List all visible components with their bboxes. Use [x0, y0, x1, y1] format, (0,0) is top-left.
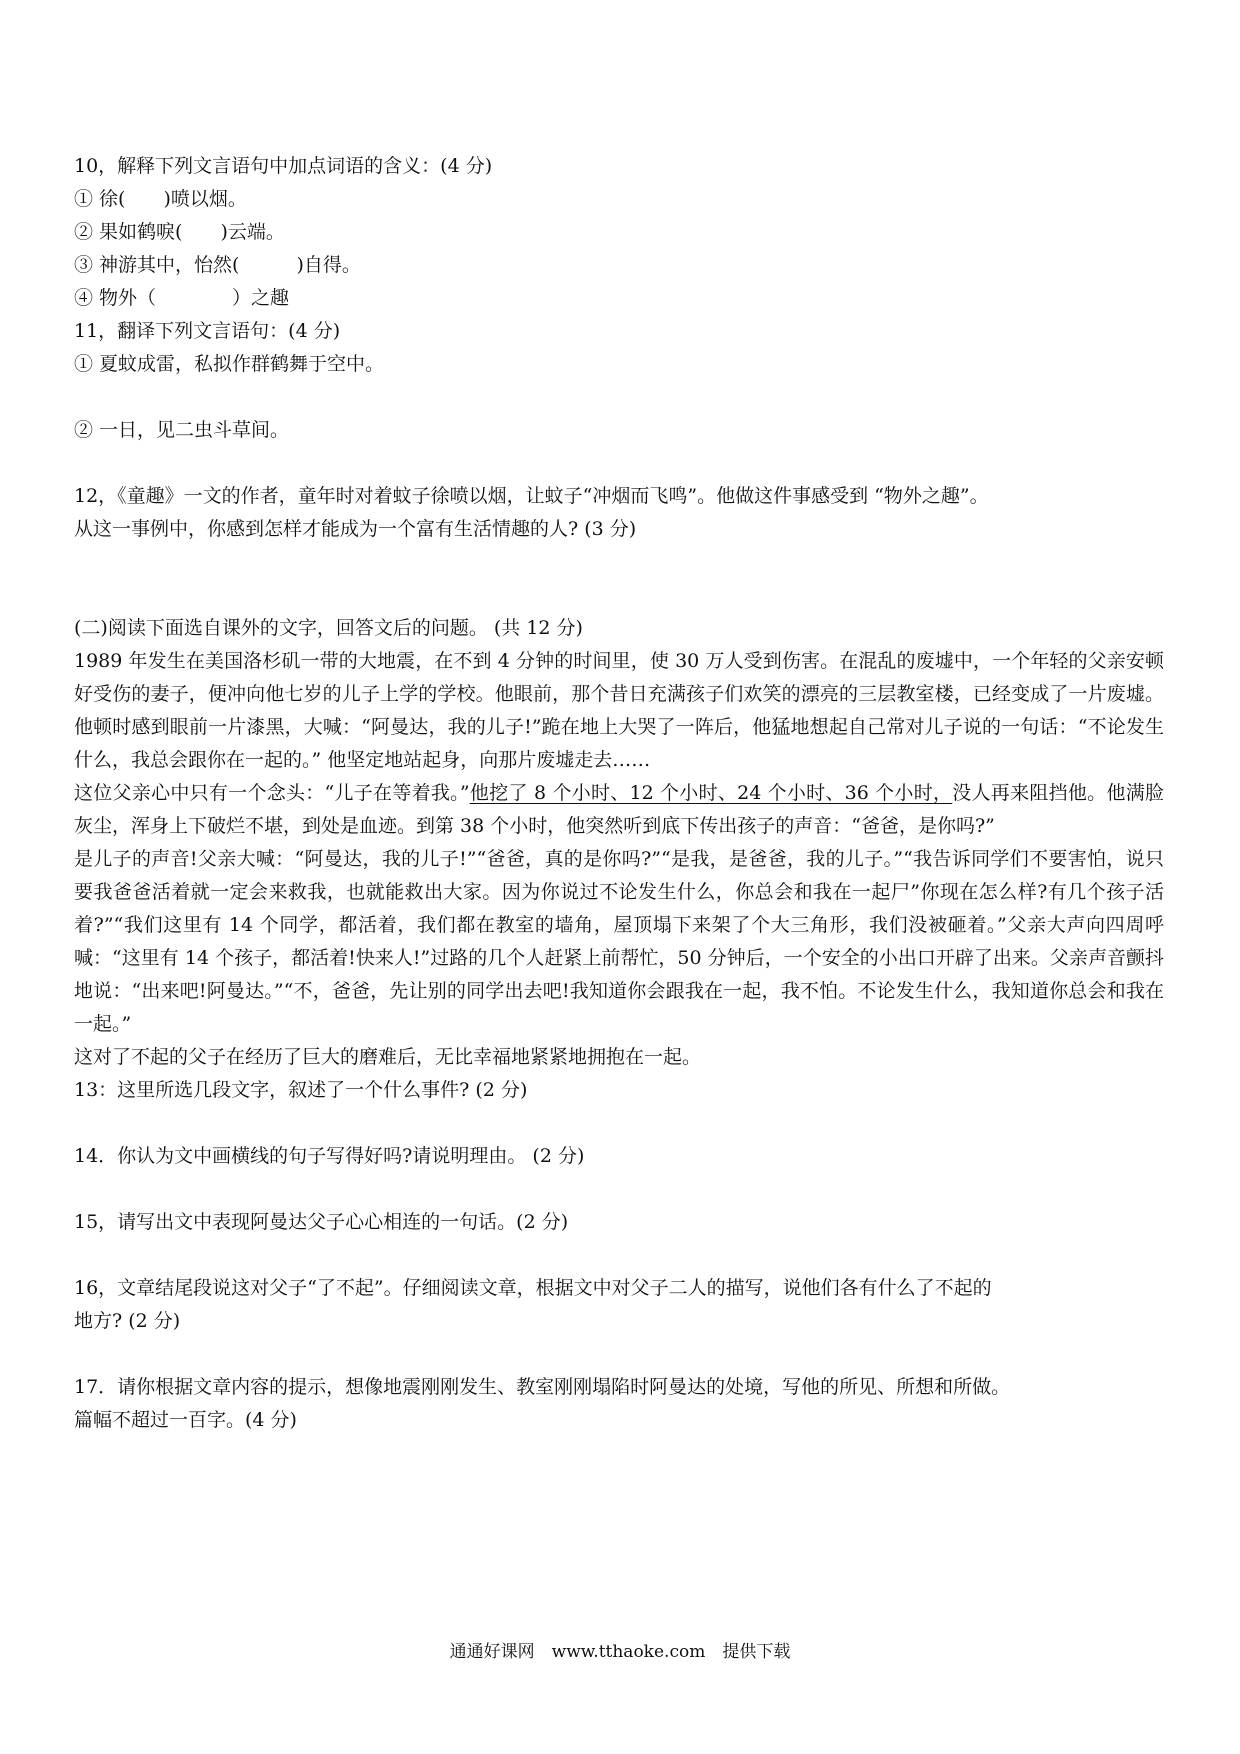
q12-line-1: 12，《童趣》一文的作者，童年时对着蚊子徐喷以烟，让蚊子“冲烟而飞鸣”。他做这件事感受到 “物外之趣”。 [74, 485, 989, 507]
answer-space [74, 546, 1164, 612]
answer-space [74, 1173, 1164, 1206]
answer-space [74, 447, 1164, 480]
q10-title: 10，解释下列文言语句中加点词语的含义：(4 分) [74, 155, 493, 177]
section2-title: (二)阅读下面选自课外的文字，回答文后的问题。 (共 12 分) [74, 617, 583, 639]
passage-paragraph-2 [74, 777, 1164, 843]
passage-paragraph-4: 这对了不起的父子在经历了巨大的磨难后，无比幸福地紧紧地拥抱在一起。 [74, 1046, 702, 1068]
underlined-sentence: 他挖了 8 个小时、12 个小时、24 个小时、36 个小时， [469, 782, 953, 804]
q14: 14．你认为文中画横线的句子写得好吗?请说明理由。 (2 分) [74, 1145, 585, 1167]
q10-item-1: ① 徐( )喷以烟。 [74, 188, 247, 210]
passage-paragraph-3: 是儿子的声音!父亲大喊：“阿曼达，我的儿子!”“爸爸，真的是你吗?”“是我，是爸爸，我的儿子。”“我告诉同学们不要害怕，说只要我爸爸活着就一定会来救我，也就能救出大家。因为你说过不论发生什么，你总会和我在一起尸”你现在怎么样?有几个孩子活着?”“我们这里有 14 个同学，都活着，我们都在教室的墙角，屋顶塌下来架了个大三角形，我们没被砸着。”父亲大声向四周呼喊：“这里有 14 个孩子，都活着!快来人!”过路的几个人赶紧上前帮忙，50 分钟后，一个安全的小出口开辟了出来。父亲声音颤抖地说：“出来吧!阿曼达。”“不，爸爸，先让别的同学出去吧!我知道你会跟我在一起，我不怕。不论发生什么，我知道你总会和我在一起。” [74, 848, 1164, 1035]
q13: 13：这里所选几段文字，叙述了一个什么事件? (2 分) [74, 1079, 528, 1101]
answer-space [74, 1338, 1164, 1371]
exam-page [74, 150, 1164, 1437]
passage-paragraph-1: 1989 年发生在美国洛杉矶一带的大地震，在不到 4 分钟的时间里，使 30 万人受到伤害。在混乱的废墟中，一个年轻的父亲安顿好受伤的妻子，便冲向他七岁的儿子上学的学校。他眼前，那个昔日充满孩子们欢笑的漂亮的三层教室楼，已经变成了一片废墟。他顿时感到眼前一片漆黑，大喊：“阿曼达，我的儿子!”跪在地上大哭了一阵后，他猛地想起自己常对儿子说的一句话：“不论发生什么，我总会跟你在一起的。” 他坚定地站起身，向那片废墟走去…… [74, 650, 1164, 771]
answer-space [74, 1107, 1164, 1140]
q12-line-2: 从这一事例中，你感到怎样才能成为一个富有生活情趣的人? (3 分) [74, 518, 637, 540]
q16-line-1: 16，文章结尾段说这对父子“了不起”。仔细阅读文章，根据文中对父子二人的描写，说他们各有什么了不起的 [74, 1277, 992, 1299]
q16-line-2: 地方? (2 分) [74, 1310, 181, 1332]
q17-line-2: 篇幅不超过一百字。(4 分) [74, 1409, 297, 1431]
passage-p2-after: 没人再来阻挡他。他满脸灰尘，浑身上下破烂不堪，到处是血迹。到第 38 个小时，他突然听到底下传出孩子的声音：“爸爸，是你吗?” [74, 782, 1164, 837]
answer-space [74, 1239, 1164, 1272]
q17-line-1: 17．请你根据文章内容的提示，想像地震刚刚发生、教室刚刚塌陷时阿曼达的处境，写他的所见、所想和所做。 [74, 1376, 1011, 1398]
q11-item-1: ① 夏蚊成雷，私拟作群鹤舞于空中。 [74, 353, 385, 375]
q10-item-3: ③ 神游其中，怡然( )自得。 [74, 254, 361, 276]
q11-title: 11，翻译下列文言语句：(4 分) [74, 320, 341, 342]
page-footer: 通通好课网 www.tthaoke.com 提供下载 [449, 1642, 791, 1662]
passage-p2-before: 这位父亲心中只有一个念头：“儿子在等着我。” [74, 782, 470, 804]
answer-space [74, 381, 1164, 414]
q10-item-2: ② 果如鹤唳( )云端。 [74, 221, 285, 243]
q10-item-4: ④ 物外（ ）之趣 [74, 287, 290, 309]
q11-item-2: ② 一日，见二虫斗草间。 [74, 419, 290, 441]
q15: 15，请写出文中表现阿曼达父子心心相连的一句话。(2 分) [74, 1211, 569, 1233]
